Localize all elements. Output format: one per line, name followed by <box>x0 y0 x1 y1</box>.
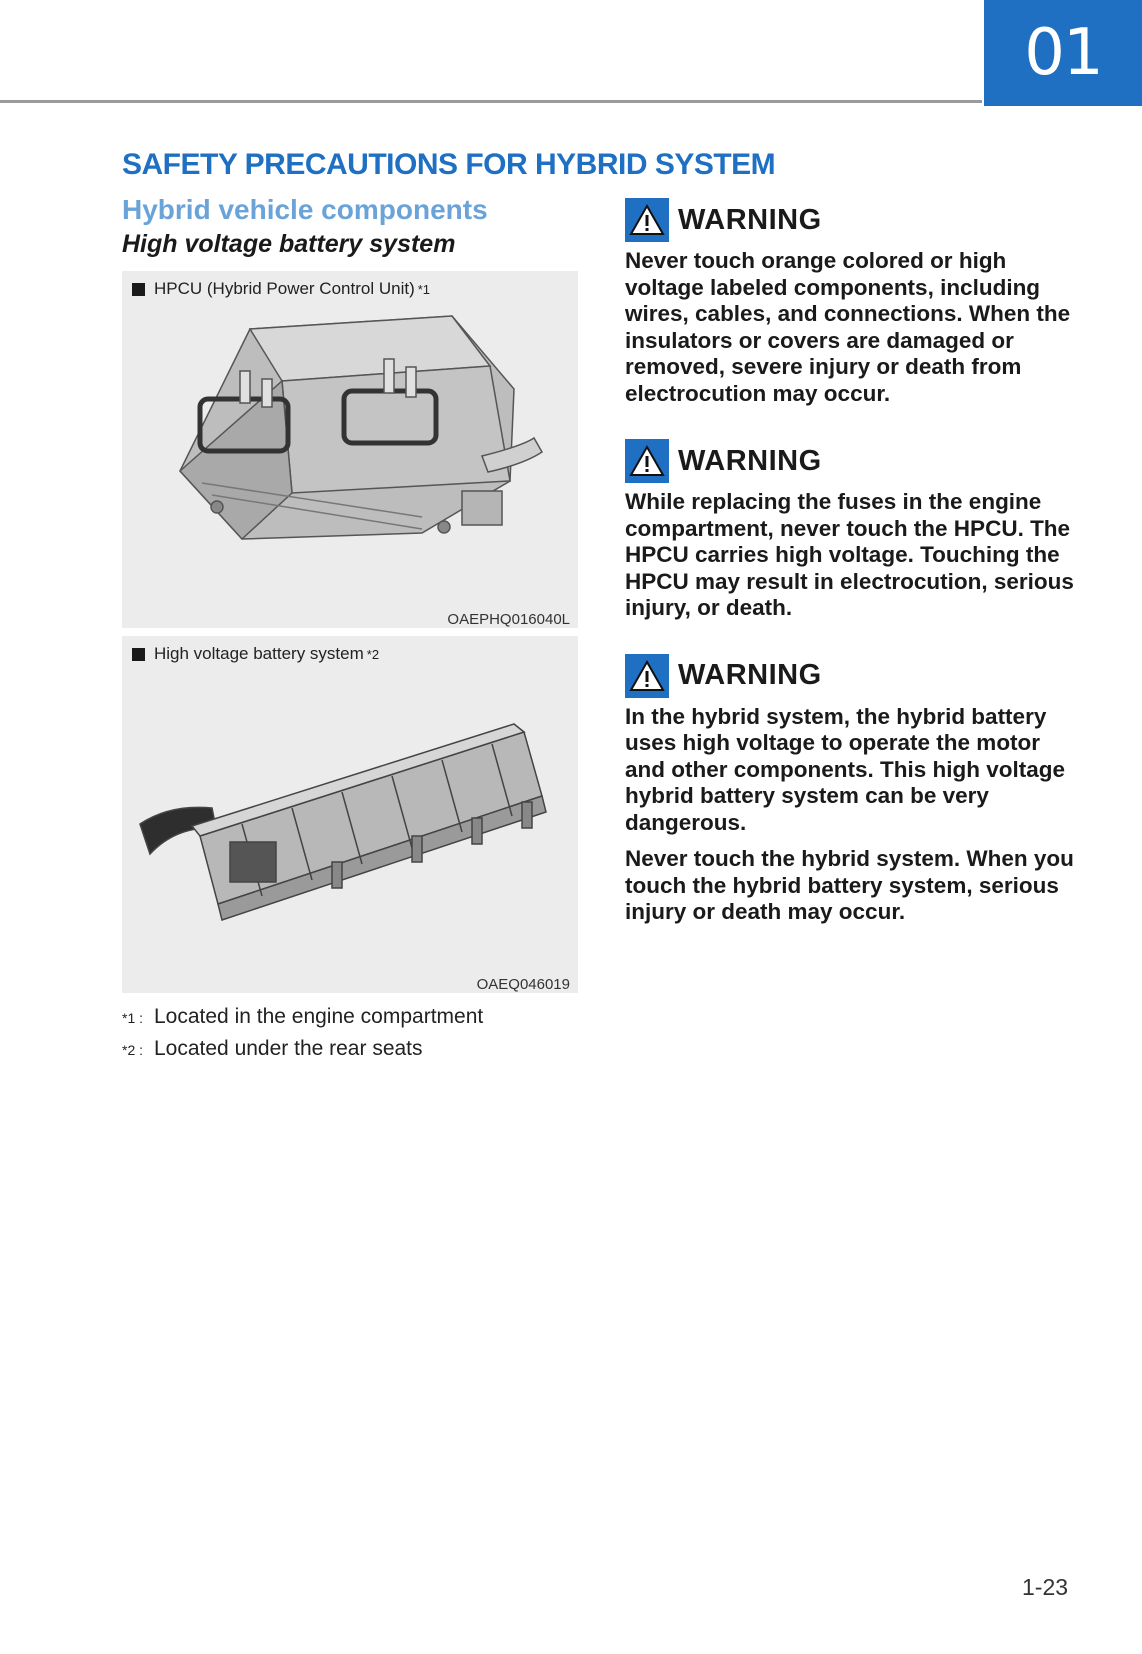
figure-battery <box>122 636 578 993</box>
figure-ref: *2 <box>366 646 380 662</box>
warning-header <box>625 198 1085 242</box>
header-rule <box>0 100 982 103</box>
warning-label: WARNING <box>678 659 822 691</box>
warning-text: Never touch orange colored or high voltage labeled components, including wires, cables, and connections. When the insulators or covers are damaged or removed, severe injury or death from electrocution may occur. <box>625 248 1071 406</box>
warning-triangle-icon <box>625 439 669 483</box>
figure-ref: *1 <box>417 281 431 297</box>
figure-caption <box>132 644 379 664</box>
warning-text: Never touch the hybrid system. When you touch the hybrid battery system, serious injury or death may occur. <box>625 846 1074 924</box>
warning-triangle-icon <box>625 654 669 698</box>
footnote-mark: *1 : <box>122 1010 144 1026</box>
bullet-square <box>132 648 145 661</box>
battery-illustration <box>122 636 578 993</box>
warning-label: WARNING <box>678 203 822 236</box>
warning-text: While replacing the fuses in the engine compartment, never touch the HPCU. The HPCU carries high voltage. Touching the HPCU may result in electrocution, serious injury, or death. <box>625 489 1074 620</box>
figure-caption-text: High voltage battery system <box>154 644 364 663</box>
right-column <box>625 198 1085 958</box>
left-column <box>122 194 578 1061</box>
figure-code: OAEPHQ016040L <box>447 611 570 628</box>
warning-text: In the hybrid system, the hybrid battery uses high voltage to operate the motor and other components. This high voltage hybrid battery system can be very dangerous. <box>625 703 1066 835</box>
page-number: 1-23 <box>1022 1574 1069 1600</box>
footnote <box>122 1037 578 1061</box>
hpcu-illustration <box>122 271 578 628</box>
warning-header <box>625 654 1085 698</box>
figure-caption <box>132 279 430 299</box>
warning-label: WARNING <box>678 444 822 477</box>
footnote-text: Located under the rear seats <box>154 1037 423 1060</box>
warning-box <box>625 198 1085 407</box>
figure-caption-text: HPCU (Hybrid Power Control Unit) <box>154 279 415 298</box>
subsection-title: Hybrid vehicle components <box>122 194 488 225</box>
footnote-text: Located in the engine compartment <box>154 1005 484 1028</box>
figure-hpcu <box>122 271 578 628</box>
warning-box <box>625 439 1085 622</box>
section-title: SAFETY PRECAUTIONS FOR HYBRID SYSTEM <box>122 148 776 181</box>
warning-box <box>625 654 1085 926</box>
footnote-mark: *2 : <box>122 1042 144 1058</box>
footnote <box>122 1005 578 1029</box>
warning-header <box>625 439 1085 483</box>
warning-triangle-icon <box>625 198 669 242</box>
sub-subtitle: High voltage battery system <box>122 230 456 258</box>
chapter-tab: 01 <box>984 0 1142 106</box>
bullet-square <box>132 283 145 296</box>
figure-code: OAEQ046019 <box>476 976 570 993</box>
